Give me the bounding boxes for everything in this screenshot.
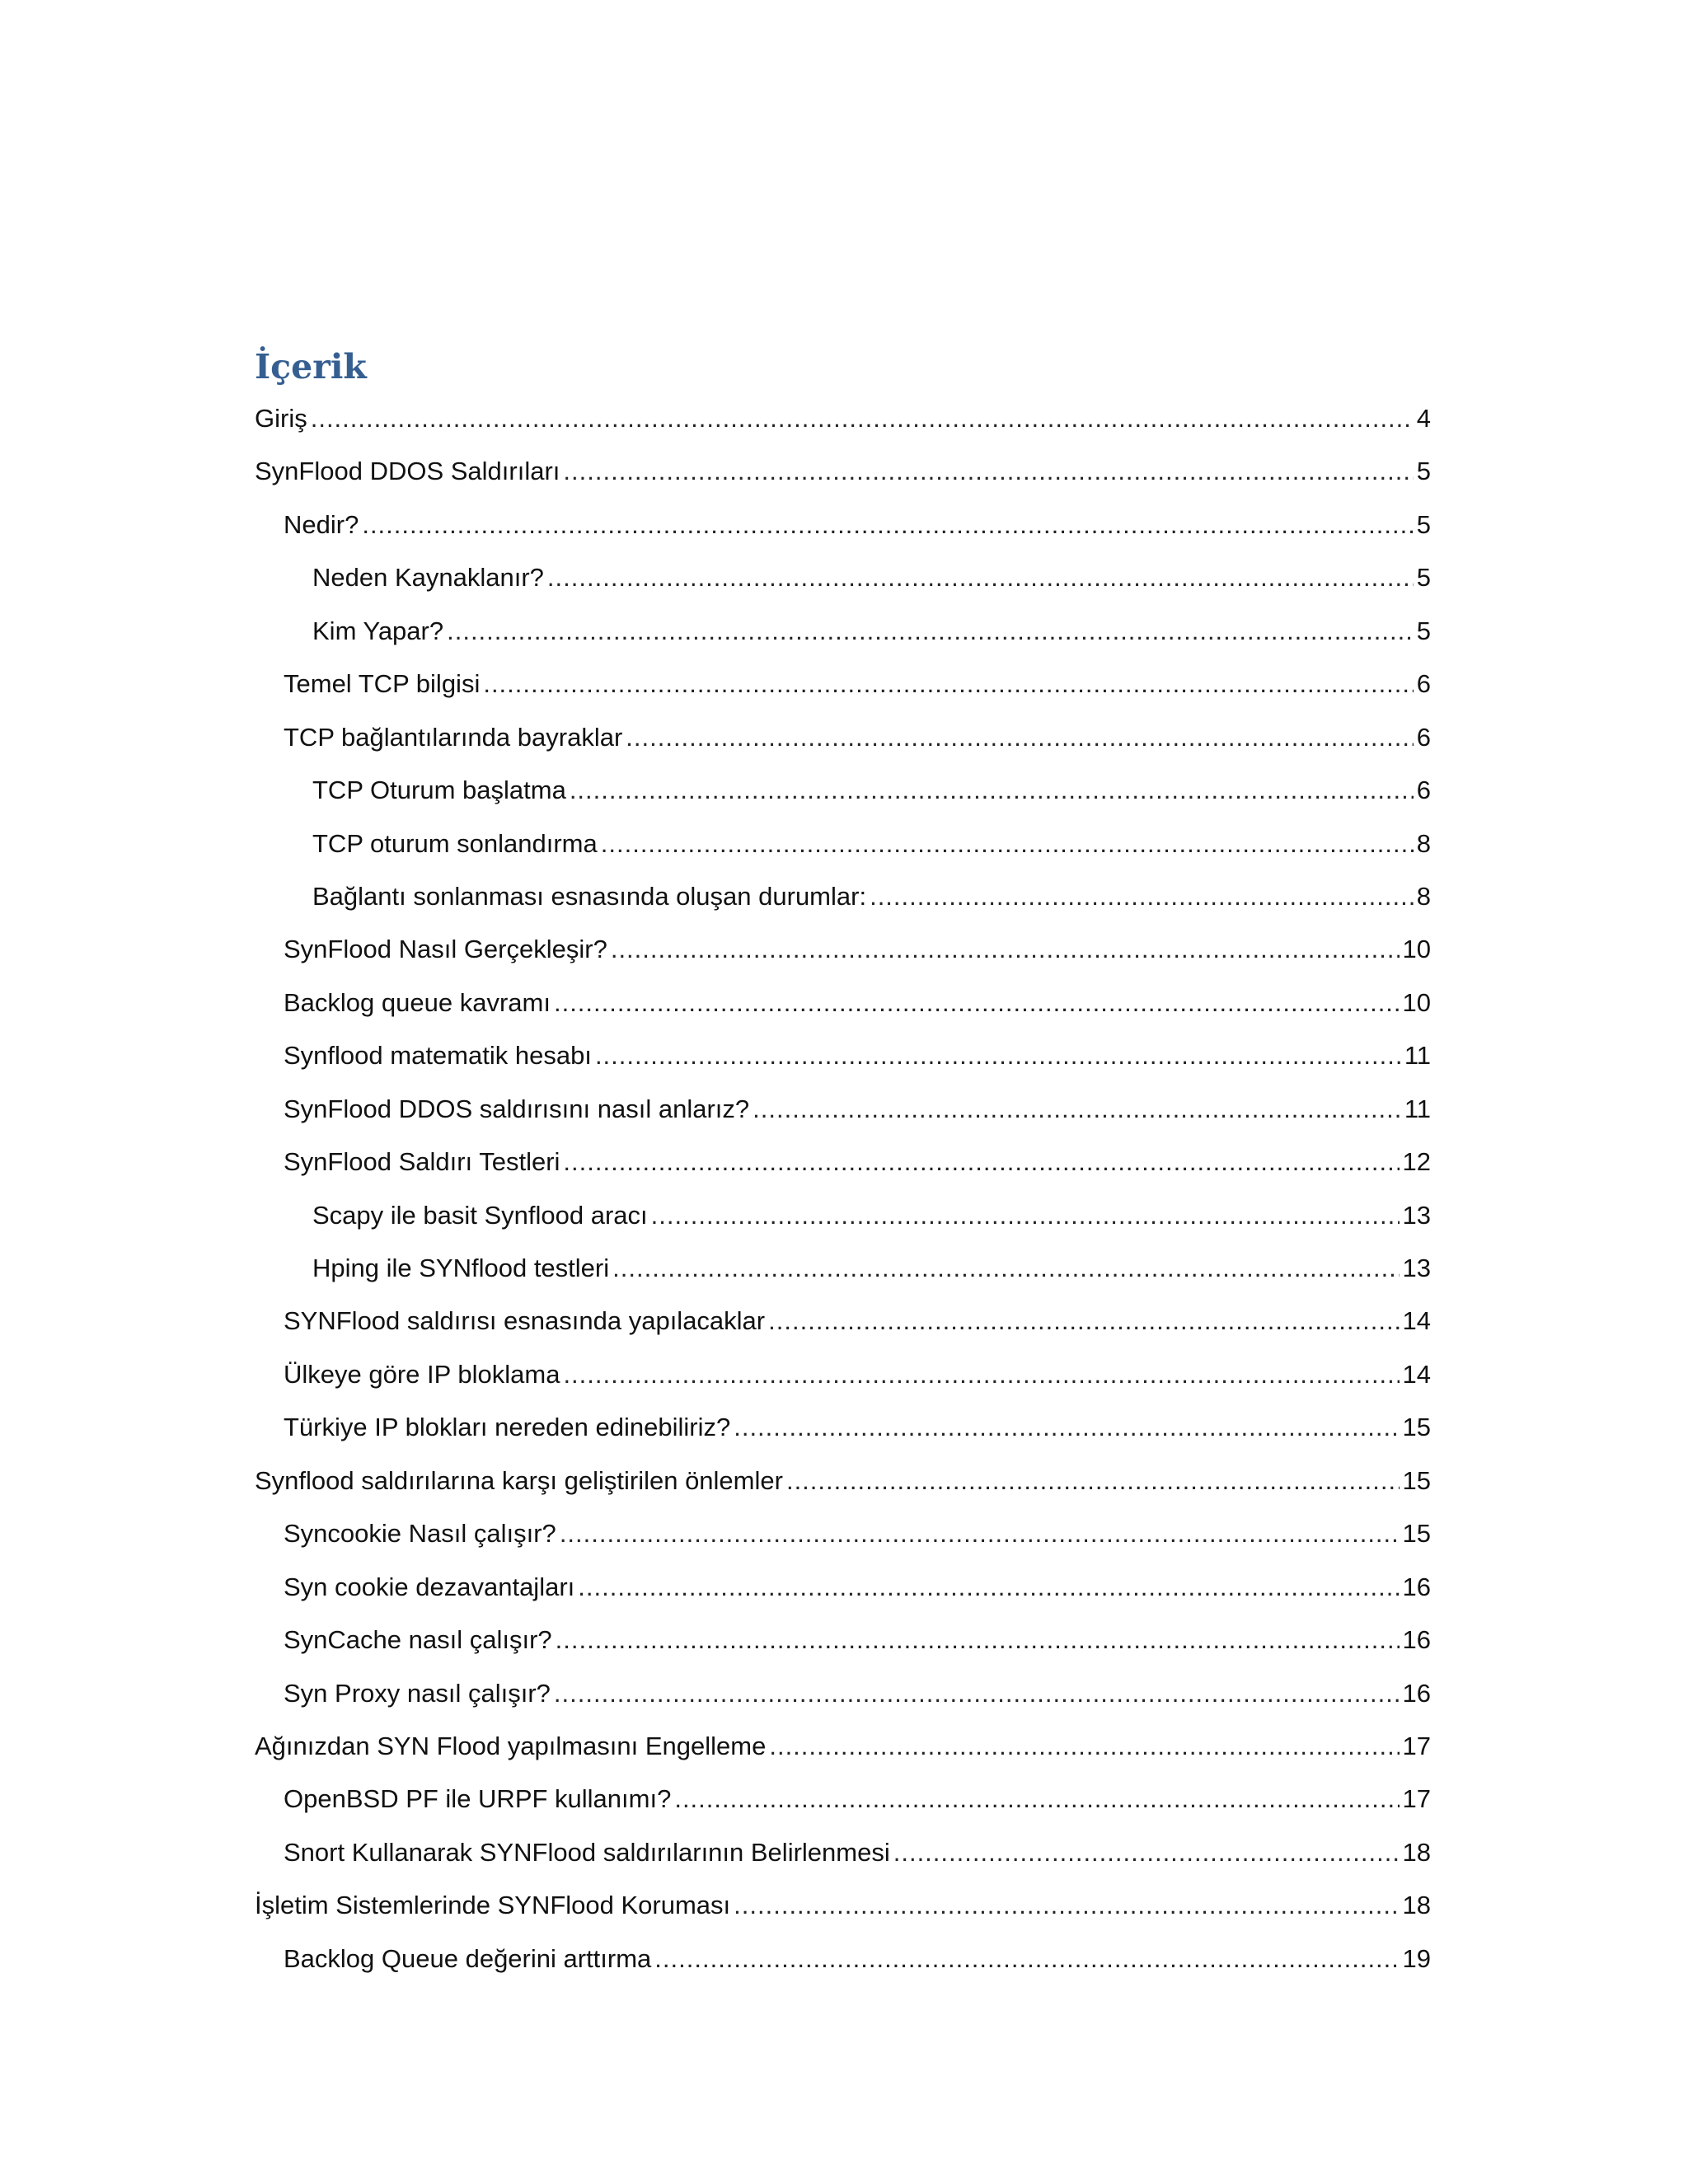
toc-entry-title: Backlog Queue değerini arttırma — [284, 1943, 652, 1973]
toc-entry[interactable] — [255, 1301, 1431, 1354]
toc-entry-page-number: 17 — [1402, 1731, 1431, 1760]
toc-entry[interactable] — [255, 1249, 1431, 1301]
dot-leader — [626, 718, 1413, 757]
toc-entry-title: TCP bağlantılarında bayraklar — [284, 722, 623, 752]
toc-entry[interactable] — [255, 771, 1431, 823]
toc-entry-title: SYNFlood saldırısı esnasında yapılacaklar — [284, 1306, 766, 1336]
toc-entry-title: Hping ile SYNflood testleri — [312, 1254, 610, 1282]
toc-entry-title: Neden Kaynaklanır? — [312, 563, 544, 593]
toc-entry-title: Syn Proxy nasıl çalışır? — [284, 1678, 551, 1708]
toc-entry-page-number: 11 — [1404, 1041, 1431, 1071]
toc-entry[interactable] — [255, 1568, 1431, 1620]
toc-entry-page-number: 12 — [1402, 1147, 1431, 1177]
toc-entry[interactable] — [255, 664, 1431, 717]
toc-entry-title: SynCache nasıl çalışır? — [284, 1625, 552, 1655]
toc-entry-title: TCP oturum sonlandırma — [312, 828, 598, 858]
toc-entry[interactable] — [255, 930, 1431, 982]
toc-entry[interactable] — [255, 983, 1431, 1036]
dot-leader — [612, 1249, 1399, 1288]
toc-entry[interactable] — [255, 1355, 1431, 1408]
toc-entry-title: Ülkeye göre IP bloklama — [284, 1359, 560, 1389]
dot-leader — [563, 452, 1413, 491]
dot-leader — [734, 1886, 1399, 1925]
toc-entry-page-number: 5 — [1416, 563, 1431, 593]
toc-entry[interactable] — [255, 612, 1431, 664]
toc-entry-page-number: 4 — [1416, 404, 1431, 433]
toc-entry[interactable] — [255, 1833, 1431, 1886]
toc-entry-page-number: 19 — [1402, 1943, 1431, 1973]
toc-entry-page-number: 17 — [1402, 1784, 1431, 1814]
toc-entry[interactable] — [255, 877, 1431, 930]
toc-entry-page-number: 16 — [1402, 1625, 1431, 1655]
toc-entry-page-number: 15 — [1402, 1519, 1431, 1549]
toc-entry-page-number: 5 — [1416, 616, 1431, 645]
toc-entry-title: Syncookie Nasıl çalışır? — [284, 1519, 556, 1549]
toc-entry[interactable] — [255, 1620, 1431, 1673]
dot-leader — [547, 558, 1414, 598]
dot-leader — [601, 824, 1414, 864]
toc-entry-page-number: 14 — [1402, 1359, 1431, 1389]
toc-entry[interactable] — [255, 1886, 1431, 1938]
toc-entry-page-number: 16 — [1402, 1678, 1431, 1708]
dot-leader — [768, 1301, 1399, 1341]
toc-entry-page-number: 10 — [1402, 987, 1431, 1017]
toc-entry-page-number: 15 — [1402, 1465, 1431, 1495]
toc-entry[interactable] — [255, 1461, 1431, 1514]
toc-entry-title: Türkiye IP blokları nereden edinebiliriz? — [284, 1413, 731, 1442]
toc-entry-title: Giriş — [255, 404, 307, 433]
dot-leader — [734, 1408, 1399, 1447]
dot-leader — [870, 877, 1414, 916]
toc-entry-page-number: 5 — [1416, 457, 1431, 486]
dot-leader — [554, 983, 1400, 1023]
dot-leader — [578, 1568, 1399, 1607]
toc-entry-title: SynFlood Saldırı Testleri — [284, 1147, 560, 1177]
toc-entry-page-number: 18 — [1402, 1837, 1431, 1867]
toc-entry-title: Backlog queue kavramı — [284, 987, 551, 1017]
dot-leader — [554, 1674, 1400, 1713]
toc-entry-title: Snort Kullanarak SYNFlood saldırılarının Belirlenmesi — [284, 1837, 890, 1867]
toc-entry[interactable] — [255, 1727, 1431, 1779]
toc-entry-title: OpenBSD PF ile URPF kullanımı? — [284, 1784, 672, 1814]
toc-entry-page-number: 16 — [1402, 1572, 1431, 1601]
toc-entry[interactable] — [255, 1674, 1431, 1727]
toc-entry-title: TCP Oturum başlatma — [312, 776, 566, 805]
toc-entry-title: Synflood matematik hesabı — [284, 1041, 592, 1071]
toc-entry-page-number: 18 — [1402, 1891, 1431, 1920]
toc-entry[interactable] — [255, 824, 1431, 877]
dot-leader — [611, 930, 1400, 969]
dot-leader — [447, 612, 1414, 651]
dot-leader — [753, 1090, 1401, 1129]
toc-entry[interactable] — [255, 1196, 1431, 1249]
dot-leader — [674, 1779, 1399, 1819]
dot-leader — [556, 1620, 1400, 1660]
toc-entry-title: İşletim Sistemlerinde SYNFlood Koruması — [255, 1891, 731, 1920]
toc-entry-title: Syn cookie dezavantajları — [284, 1572, 575, 1601]
dot-leader — [563, 1355, 1399, 1394]
dot-leader — [595, 1036, 1401, 1076]
toc-entry-title: Synflood saldırılarına karşı geliştirilen önlemler — [255, 1465, 783, 1495]
toc-entry-page-number: 13 — [1402, 1200, 1431, 1230]
toc-entry[interactable] — [255, 718, 1431, 771]
toc-entry-page-number: 14 — [1402, 1306, 1431, 1336]
toc-entry-page-number: 15 — [1402, 1413, 1431, 1442]
toc-entry-page-number: 6 — [1416, 776, 1431, 805]
toc-entry-title: Scapy ile basit Synflood aracı — [312, 1200, 648, 1230]
dot-leader — [769, 1727, 1399, 1766]
toc-entry-page-number: 6 — [1416, 669, 1431, 699]
toc-entry-title: SynFlood DDOS Saldırıları — [255, 457, 560, 486]
toc-entry[interactable] — [255, 505, 1431, 558]
toc-entry[interactable] — [255, 1779, 1431, 1832]
toc-entry-title: Bağlantı sonlanması esnasında oluşan durumlar: — [312, 881, 867, 911]
toc-entry-title: Temel TCP bilgisi — [284, 669, 481, 699]
toc-entry-page-number: 11 — [1404, 1094, 1431, 1123]
toc-entry[interactable] — [255, 1142, 1431, 1195]
toc-entry-title: Ağınızdan SYN Flood yapılmasını Engelleme — [255, 1731, 767, 1760]
toc-entry-page-number: 13 — [1402, 1254, 1431, 1282]
dot-leader — [563, 1142, 1399, 1182]
toc-entry[interactable] — [255, 1408, 1431, 1460]
toc-entry-title: SynFlood DDOS saldırısını nasıl anlarız? — [284, 1094, 750, 1123]
toc-entry-title: Kim Yapar? — [312, 616, 444, 645]
toc-entry-page-number: 8 — [1416, 828, 1431, 858]
toc-entry[interactable] — [255, 399, 1431, 452]
toc-entry[interactable] — [255, 1939, 1431, 1992]
toc-entry-page-number: 6 — [1416, 722, 1431, 752]
toc-entry[interactable] — [255, 452, 1431, 504]
dot-leader — [786, 1461, 1400, 1501]
dot-leader — [570, 771, 1414, 810]
table-of-contents — [255, 399, 1431, 1992]
dot-leader — [483, 664, 1413, 704]
toc-entry-page-number: 10 — [1402, 935, 1431, 964]
dot-leader — [362, 505, 1413, 545]
dot-leader — [311, 399, 1414, 438]
dot-leader — [654, 1939, 1399, 1979]
dot-leader — [893, 1833, 1400, 1872]
toc-entry-page-number: 5 — [1416, 509, 1431, 539]
toc-entry-page-number: 8 — [1416, 881, 1431, 911]
toc-entry[interactable] — [255, 1036, 1431, 1089]
toc-entry[interactable] — [255, 1090, 1431, 1142]
dot-leader — [651, 1196, 1400, 1235]
toc-title: İçerik — [255, 347, 367, 387]
toc-entry-title: Nedir? — [284, 509, 359, 539]
dot-leader — [560, 1514, 1400, 1554]
toc-entry[interactable] — [255, 1514, 1431, 1567]
toc-entry[interactable] — [255, 558, 1431, 611]
toc-entry-title: SynFlood Nasıl Gerçekleşir? — [284, 935, 607, 964]
